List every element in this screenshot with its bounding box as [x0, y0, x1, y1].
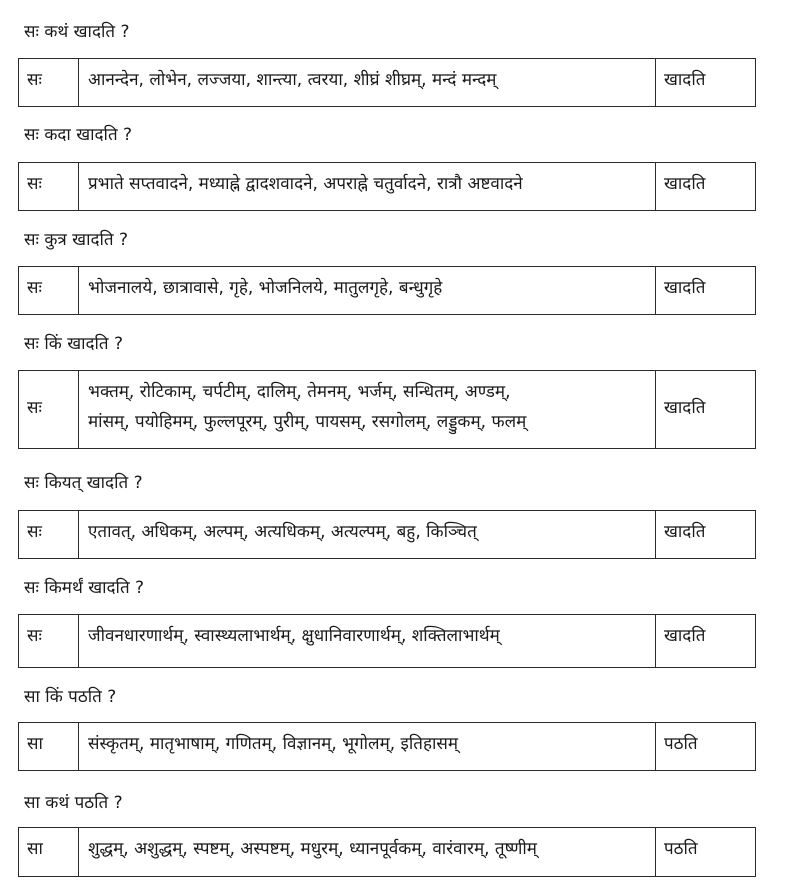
answer-table-7 [18, 722, 756, 771]
question-7: सा किं पठति ? [24, 687, 117, 707]
verb-cell: खादति [664, 398, 706, 418]
question-2: सः कदा खादति ? [24, 125, 133, 145]
verb-cell: खादति [664, 278, 706, 298]
options-cell: भोजनालये, छात्रावासे, गृहे, भोजनिलये, मातुलगृहे, बन्धुगृहे [79, 267, 656, 314]
subject-cell: सः [19, 615, 79, 667]
answer-table-4 [18, 370, 756, 449]
answer-table-2 [18, 162, 756, 211]
question-5: सः कियत् खादति ? [24, 473, 143, 493]
options-cell [79, 371, 656, 448]
options-cell: प्रभाते सप्तवादने, मध्याह्ने द्वादशवादने, अपराह्ने चतुर्वादने, रात्रौ अष्टवादने [79, 163, 656, 210]
verb-cell: पठति [664, 734, 698, 754]
options-cell: शुद्धम्, अशुद्धम्, स्पष्टम्, अस्पष्टम्, मधुरम्, ध्यानपूर्वकम्, वारंवारम्, तूष्णीम् [79, 828, 656, 876]
question-6: सः किमर्थं खादति ? [24, 578, 145, 598]
subject-cell: सः [19, 371, 79, 448]
subject-cell: सा [19, 723, 79, 770]
options-line-2: मांसम्, पयोहिमम्, फुल्लपूरम्, पुरीम्, पायसम्, रसगोलम्, लड्डुकम्, फलम् [88, 412, 527, 432]
verb-cell: पठति [664, 839, 698, 859]
verb-cell: खादति [664, 626, 706, 646]
answer-table-1 [18, 58, 756, 107]
subject-cell: सः [19, 59, 79, 106]
subject-cell: सः [19, 511, 79, 558]
subject-cell: सा [19, 828, 79, 876]
answer-table-3 [18, 266, 756, 315]
answer-table-6 [18, 614, 756, 668]
question-8: सा कथं पठति ? [24, 793, 123, 813]
subject-cell: सः [19, 163, 79, 210]
options-line-1: भक्तम्, रोटिकाम्, चर्पटीम्, दालिम्, तेमनम्, भर्जम्, सन्धितम्, अण्डम्, [88, 382, 511, 402]
question-4: सः किं खादति ? [24, 334, 124, 354]
verb-cell: खादति [664, 70, 706, 90]
options-cell: आनन्देन, लोभेन, लज्जया, शान्त्या, त्वरया, शीघ्रं शीघ्रम्, मन्दं मन्दम् [79, 59, 656, 106]
verb-cell: खादति [664, 522, 706, 542]
options-cell: जीवनधारणार्थम्, स्वास्थ्यलाभार्थम्, क्षुधानिवारणार्थम्, शक्तिलाभार्थम् [79, 615, 656, 667]
subject-cell: सः [19, 267, 79, 314]
verb-cell: खादति [664, 174, 706, 194]
question-3: सः कुत्र खादति ? [24, 230, 129, 250]
answer-table-8 [18, 827, 756, 877]
question-1: सः कथं खादति ? [24, 22, 130, 42]
answer-table-5 [18, 510, 756, 559]
options-cell: संस्कृतम्, मातृभाषाम्, गणितम्, विज्ञानम्, भूगोलम्, इतिहासम् [79, 723, 656, 770]
options-cell: एतावत्, अधिकम्, अल्पम्, अत्यधिकम्, अत्यल्पम्, बहु, किञ्चित् [79, 511, 656, 558]
